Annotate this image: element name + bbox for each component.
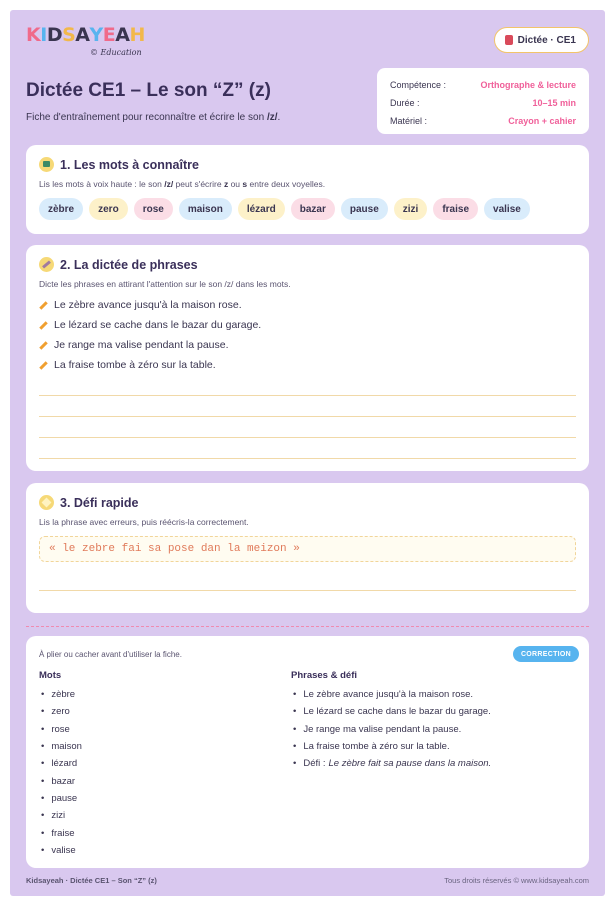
section-words-instructions xyxy=(39,179,576,189)
pencil-icon xyxy=(39,321,47,329)
section-challenge-header xyxy=(39,495,576,510)
page-title: Dictée CE1 – Le son “Z” (z) xyxy=(26,80,271,101)
star-icon xyxy=(39,495,54,510)
dictee-badge xyxy=(494,27,589,53)
writing-line[interactable] xyxy=(39,416,576,417)
section-challenge-title: 3. Défi rapide xyxy=(60,495,139,510)
writing-line[interactable] xyxy=(39,590,576,591)
meta-key: Durée : xyxy=(390,98,420,108)
list-item: • lézard xyxy=(39,755,82,772)
instr-sound: /z/ xyxy=(164,179,174,189)
instr-text: Lis les mots à voix haute : le son xyxy=(39,179,165,189)
writing-lines[interactable] xyxy=(39,395,576,459)
writing-line[interactable] xyxy=(39,395,576,396)
subtitle-end: . xyxy=(277,112,281,123)
book-icon xyxy=(505,35,513,45)
list-item-defi xyxy=(291,755,491,772)
fold-divider xyxy=(26,626,589,627)
correction-words-title: Mots xyxy=(39,670,62,681)
wrong-sentence-box xyxy=(39,536,576,562)
meta-row-duree xyxy=(390,94,576,112)
list-item: • Le lézard se cache dans le bazar du garage. xyxy=(291,703,491,720)
sentence-text: La fraise tombe à zéro sur la table. xyxy=(54,359,216,371)
pencil-icon xyxy=(39,341,47,349)
meta-value: 10–15 min xyxy=(532,98,576,108)
list-item: • valise xyxy=(39,842,82,859)
word-chip: maison xyxy=(179,198,232,220)
defi-label: • Défi : xyxy=(303,758,326,770)
correction-words-list xyxy=(39,686,82,859)
word-chip: bazar xyxy=(291,198,335,220)
meta-key: Compétence : xyxy=(390,80,447,90)
meta-key: Matériel : xyxy=(390,116,428,126)
word-chips xyxy=(39,198,576,220)
correction-panel xyxy=(26,636,589,868)
sentence-list xyxy=(39,295,576,375)
page-subtitle xyxy=(26,112,280,123)
section-dictation-header xyxy=(39,257,576,272)
footer-right: Tous droits réservés © www.kidsayeah.com xyxy=(444,876,589,885)
word-chip: fraise xyxy=(433,198,478,220)
list-item: • zèbre xyxy=(39,686,82,703)
sentence-text: Le lézard se cache dans le bazar du garage. xyxy=(54,319,262,331)
meta-value: Orthographe & lecture xyxy=(480,80,576,90)
list-item: • La fraise tombe à zéro sur la table. xyxy=(291,738,491,755)
writing-line[interactable] xyxy=(39,458,576,459)
section-dictation-instructions: Dicte les phrases en attirant l'attention sur le son /z/ dans les mots. xyxy=(39,279,291,289)
instr-text: peut s'écrire xyxy=(173,179,224,189)
sentence-item xyxy=(39,315,576,335)
list-item: • zizi xyxy=(39,807,82,824)
wrong-sentence: « le zebre fai sa pose dan la meizon » xyxy=(49,543,300,555)
section-challenge-instructions: Lis la phrase avec erreurs, puis réécris-la correctement. xyxy=(39,517,249,527)
section-challenge xyxy=(26,483,589,613)
word-chip: rose xyxy=(134,198,173,220)
list-item: • pause xyxy=(39,790,82,807)
list-item: • bazar xyxy=(39,772,82,789)
sentence-text: Le zèbre avance jusqu'à la maison rose. xyxy=(54,299,242,311)
list-item: • Le zèbre avance jusqu'à la maison rose. xyxy=(291,686,491,703)
list-item: • zero xyxy=(39,703,82,720)
pencil-icon xyxy=(39,361,47,369)
word-chip: zizi xyxy=(394,198,428,220)
instr-text: ou xyxy=(228,179,243,189)
book-icon xyxy=(39,157,54,172)
meta-box xyxy=(377,68,589,134)
instr-letter: s xyxy=(242,179,248,189)
sentence-item xyxy=(39,355,576,375)
pencil-icon xyxy=(39,257,54,272)
correction-phrases-title: Phrases & défi xyxy=(291,670,357,681)
dictee-badge-label: Dictée · CE1 xyxy=(517,34,576,46)
meta-row-competence xyxy=(390,76,576,94)
section-dictation xyxy=(26,245,589,471)
sentence-item xyxy=(39,335,576,355)
sentence-item xyxy=(39,295,576,315)
sentence-text: Je range ma valise pendant la pause. xyxy=(54,339,229,351)
logo-subtitle: © Education xyxy=(90,48,142,57)
correction-hint: À plier ou cacher avant d'utiliser la fiche. xyxy=(39,650,182,659)
word-chip: valise xyxy=(484,198,530,220)
word-chip: zero xyxy=(89,198,128,220)
word-chip: pause xyxy=(341,198,388,220)
page-footer xyxy=(26,876,589,885)
word-chip: lézard xyxy=(238,198,285,220)
list-item: • rose xyxy=(39,721,82,738)
section-words-title: 1. Les mots à connaître xyxy=(60,157,199,172)
section-words xyxy=(26,145,589,234)
list-item: • maison xyxy=(39,738,82,755)
correction-phrases-column xyxy=(291,670,491,772)
correction-words-column xyxy=(39,670,82,859)
correction-badge: CORRECTION xyxy=(513,646,579,662)
section-words-header xyxy=(39,157,576,172)
pencil-icon xyxy=(39,301,47,309)
word-chip: zèbre xyxy=(39,198,83,220)
meta-value: Crayon + cahier xyxy=(508,116,576,126)
meta-row-materiel xyxy=(390,112,576,130)
brand-logo xyxy=(26,24,156,68)
defi-answer: Le zèbre fait sa pause dans la maison. xyxy=(328,758,492,770)
worksheet xyxy=(10,10,605,896)
subtitle-sound: /z/ xyxy=(266,112,278,123)
logo-wordmark: KIDSAYEAH xyxy=(26,24,145,46)
list-item: • Je range ma valise pendant la pause. xyxy=(291,721,491,738)
instr-letter: z xyxy=(223,179,229,189)
correction-phrases-list xyxy=(291,686,491,772)
footer-left: Kidsayeah · Dictée CE1 – Son “Z” (z) xyxy=(26,876,157,885)
instr-text: entre deux voyelles. xyxy=(247,179,326,189)
section-dictation-title: 2. La dictée de phrases xyxy=(60,257,198,272)
subtitle-text: Fiche d'entraînement pour reconnaître et écrire le son xyxy=(26,112,267,123)
list-item: • fraise xyxy=(39,824,82,841)
writing-line[interactable] xyxy=(39,437,576,438)
